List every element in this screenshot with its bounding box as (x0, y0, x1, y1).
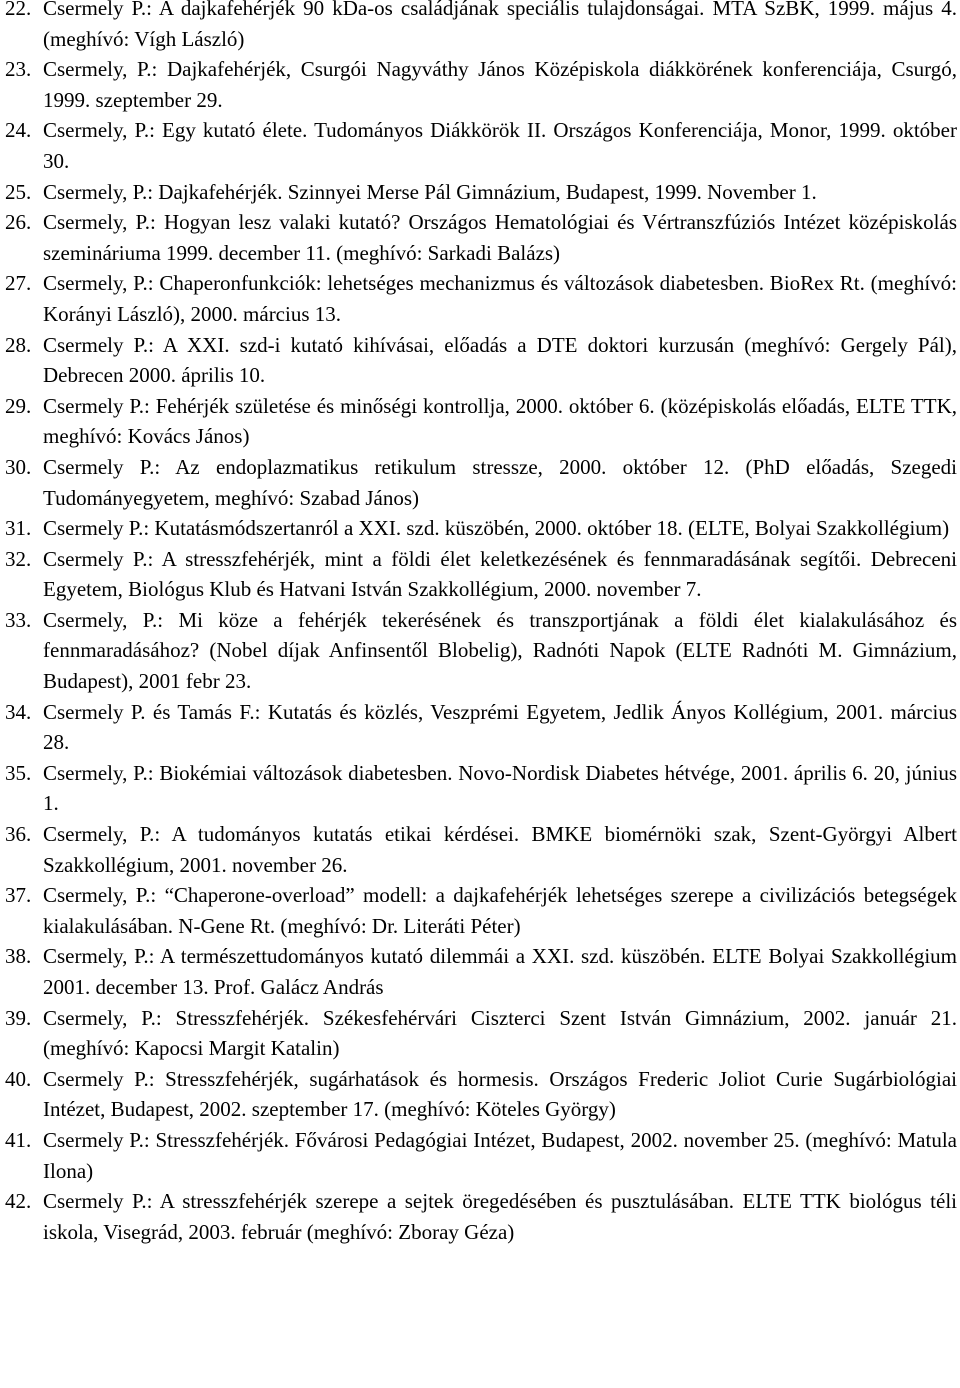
item-number: 33. (5, 607, 32, 632)
lecture-list (5, 0, 960, 1247)
item-text: Csermely P.: Kutatásmódszertanról a XXI. szd. küszöbén, 2000. október 18. (ELTE, Bolyai Szakkollégium) (43, 516, 950, 541)
item-text: Csermely P.: A stresszfehérjék szerepe a sejtek öregedésében és pusztulásában. ELTE TTK biológus téli iskola, Visegrád, 2003. február (meghívó: Zboray Géza) (43, 1189, 957, 1244)
list-item (5, 177, 960, 208)
list-item (5, 544, 960, 605)
item-text: Csermely P.: A stresszfehérjék, mint a földi élet keletkezésének és fennmaradásának segítői. Debreceni Egyetem, Biológus Klub és Hatvani István Szakkollégium, 2000. november 7. (43, 546, 957, 602)
item-number: 22. (5, 0, 32, 20)
item-text: Csermely, P.: Mi köze a fehérjék tekerésének és transzportjának a földi élet kialakulásához és fennmaradásához? (Nobel díjak Anfinsentől Blobelig), Radnóti Napok (ELTE Radnóti M. Gimnázium, Budapest), 2001 febr 23. (43, 607, 957, 694)
list-item (5, 605, 960, 697)
item-number: 42. (5, 1189, 32, 1214)
list-item (5, 758, 960, 819)
item-text: Csermely P.: Stresszfehérjék, sugárhatások és hormesis. Országos Frederic Joliot Curie Sugárbiológiai Intézet, Budapest, 2002. szeptember 17. (meghívó: Köteles György) (43, 1066, 957, 1122)
list-item (5, 941, 960, 1002)
item-number: 36. (5, 822, 32, 847)
list-item (5, 1003, 960, 1064)
list-item (5, 391, 960, 452)
item-number: 41. (5, 1127, 32, 1152)
list-item (5, 54, 960, 115)
item-text: Csermely, P.: Stresszfehérjék. Székesfehérvári Ciszterci Szent István Gimnázium, 2002. január 21. (meghívó: Kapocsi Margit Katalin) (43, 1005, 957, 1061)
item-number: 40. (5, 1066, 32, 1091)
list-item (5, 330, 960, 391)
item-text: Csermely P.: Az endoplazmatikus retikulum stressze, 2000. október 12. (PhD előadás, Szegedi Tudományegyetem, meghívó: Szabad János) (43, 454, 957, 510)
list-item (5, 819, 960, 880)
list-item (5, 697, 960, 758)
item-text: Csermely P.: Stresszfehérjék. Fővárosi Pedagógiai Intézet, Budapest, 2002. november 25. (meghívó: Matula Ilona) (43, 1127, 957, 1183)
list-item (5, 880, 960, 941)
item-text: Csermely, P.: A tudományos kutatás etikai kérdései. BMKE biomérnöki szak, Szent-Györgyi Albert Szakkollégium, 2001. november 26. (43, 822, 957, 877)
list-item (5, 268, 960, 329)
item-number: 26. (5, 210, 32, 235)
list-item (5, 1186, 960, 1247)
list-item (5, 115, 960, 176)
item-number: 34. (5, 699, 32, 724)
item-number: 31. (5, 516, 32, 541)
item-text: Csermely P.: Fehérjék születése és minőségi kontrollja, 2000. október 6. (középiskolás előadás, ELTE TTK, meghívó: Kovács János) (43, 393, 957, 449)
item-number: 27. (5, 271, 32, 296)
item-number: 30. (5, 454, 32, 479)
item-number: 23. (5, 57, 32, 82)
item-text: Csermely P.: A XXI. szd-i kutató kihívásai, előadás a DTE doktori kurzusán (meghívó: Gergely Pál), Debrecen 2000. április 10. (43, 332, 957, 388)
list-item (5, 207, 960, 268)
item-text: Csermely, P.: Egy kutató élete. Tudományos Diákkörök II. Országos Konferenciája, Monor, 1999. október 30. (43, 118, 957, 173)
item-text: Csermely, P.: “Chaperone-overload” modell: a dajkafehérjék lehetséges szerepe a civilizációs betegségek kialakulásában. N-Gene Rt. (meghívó: Dr. Literáti Péter) (43, 883, 957, 938)
item-text: Csermely, P.: Biokémiai változások diabetesben. Novo-Nordisk Diabetes hétvége, 2001. április 6. 20, június 1. (43, 760, 957, 816)
item-number: 32. (5, 546, 32, 571)
item-number: 29. (5, 393, 32, 418)
item-number: 37. (5, 883, 32, 908)
list-item (5, 452, 960, 513)
item-number: 25. (5, 179, 32, 204)
list-item (5, 0, 960, 54)
item-number: 35. (5, 760, 32, 785)
item-text: Csermely P.: A dajkafehérjék 90 kDa-os családjának speciális tulajdonságai. MTA SzBK, 1999. május 4. (meghívó: Vígh László) (43, 0, 957, 51)
item-text: Csermely, P.: Chaperonfunkciók: lehetséges mechanizmus és változások diabetesben. BioRex Rt. (meghívó: Korányi László), 2000. március 13. (43, 271, 957, 326)
item-number: 28. (5, 332, 32, 357)
list-item (5, 1064, 960, 1125)
item-text: Csermely, P.: Dajkafehérjék. Szinnyei Merse Pál Gimnázium, Budapest, 1999. November 1. (43, 179, 817, 204)
item-number: 39. (5, 1005, 32, 1030)
item-text: Csermely, P.: Dajkafehérjék, Csurgói Nagyváthy János Középiskola diákkörének konferenciája, Csurgó, 1999. szeptember 29. (43, 57, 957, 112)
item-number: 24. (5, 118, 32, 143)
list-item (5, 1125, 960, 1186)
item-text: Csermely, P.: A természettudományos kutató dilemmái a XXI. szd. küszöbén. ELTE Bolyai Szakkollégium 2001. december 13. Prof. Galácz András (43, 944, 957, 999)
item-text: Csermely P. és Tamás F.: Kutatás és közlés, Veszprémi Egyetem, Jedlik Ányos Kollégium, 2001. március 28. (43, 699, 957, 755)
item-number: 38. (5, 944, 32, 969)
item-text: Csermely, P.: Hogyan lesz valaki kutató? Országos Hematológiai és Vértranszfúziós Intézet középiskolás szemináriuma 1999. december 11. (meghívó: Sarkadi Balázs) (43, 210, 957, 265)
list-item (5, 513, 960, 544)
